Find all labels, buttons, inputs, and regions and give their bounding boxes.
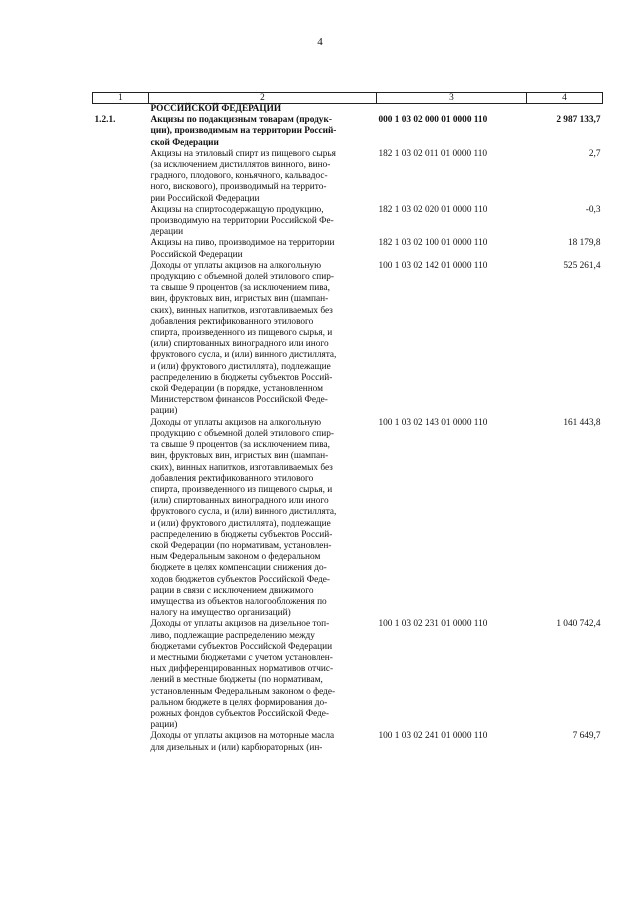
row-name-line: распределению в бюджеты субъектов Россий-: [150, 529, 333, 540]
table-row: [93, 731, 603, 753]
row-number: [93, 619, 149, 731]
row-name-line: рации): [150, 406, 178, 417]
row-name-line: лений в местные бюджеты (по нормативам,: [150, 675, 323, 686]
row-name: [149, 149, 377, 205]
row-name-line: спирта, произведенного из пищевого сырья, и: [150, 484, 333, 495]
table-row: [93, 238, 603, 260]
row-name: [149, 619, 377, 731]
row-amount: 18 179,8: [567, 238, 601, 249]
table-body: [93, 104, 603, 754]
row-name: [149, 418, 377, 620]
row-amount: 525 261,4: [563, 260, 601, 271]
row-name-line: фруктового сусла, и (или) винного дистиллята,: [150, 350, 337, 361]
row-name: [149, 261, 377, 418]
row-name-line: ции), производимым на территории Россий-: [150, 126, 337, 137]
row-name-line: продукцию с объемной долей этилового спир-: [150, 272, 334, 283]
table-row: [93, 149, 603, 205]
row-name-line: (за исключением дистиллятов винного, вино-: [150, 160, 331, 171]
row-amount: 1 040 742,4: [556, 619, 601, 630]
row-number: [93, 149, 149, 205]
row-name-line: спирта, произведенного из пищевого сырья, и: [150, 328, 333, 339]
row-name-line: ным Федеральным законом о федеральном: [150, 552, 321, 563]
column-header-name: 2: [149, 93, 377, 104]
page-number: 4: [317, 36, 323, 48]
row-amount: 7 649,7: [572, 731, 601, 742]
row-name-line: та свыше 9 процентов (за исключением пива,: [150, 440, 330, 451]
row-name-line: бюджете в целях компенсации снижения до-: [150, 563, 327, 574]
row-name-line: рожных фондов субъектов Российской Феде-: [150, 708, 330, 719]
row-name-line: ской Федерации (в порядке, установленном: [150, 384, 324, 395]
row-name-line: бюджетами субъектов Российской Федерации: [150, 641, 333, 652]
row-name-line: Министерством финансов Российской Феде-: [150, 395, 328, 406]
row-name-line: градного, плодового, коньячного, кальвадос-: [150, 171, 328, 182]
row-name-line: ного, вискового), производимый на террито-: [150, 182, 327, 193]
row-name-line: Доходы от уплаты акцизов на алкогольную: [150, 417, 322, 428]
row-amount: 2 987 133,7: [556, 115, 601, 126]
row-name-line: Доходы от уплаты акцизов на алкогольную: [150, 260, 322, 271]
column-header-amount: 4: [527, 93, 603, 104]
row-name: [149, 731, 377, 753]
row-name: [149, 115, 377, 149]
row-code: 100 1 03 02 231 01 0000 110: [378, 619, 488, 630]
row-name-line: РОССИЙСКОЙ ФЕДЕРАЦИИ: [150, 104, 282, 114]
row-name-line: продукцию с объемной долей этилового спир-: [150, 428, 334, 439]
row-name-line: та свыше 9 процентов (за исключением пива,: [150, 283, 330, 294]
row-code: 182 1 03 02 020 01 0000 110: [378, 204, 488, 215]
column-header-number: 1: [93, 93, 149, 104]
table-row: [93, 619, 603, 731]
row-code: [377, 104, 527, 116]
row-name-line: рии Российской Федерации: [150, 193, 260, 204]
row-name: [149, 238, 377, 260]
row-name-line: распределению в бюджеты субъектов Россий-: [150, 372, 333, 383]
row-name-line: производимую на территории Российской Фе-: [150, 216, 334, 227]
row-name-line: Доходы от уплаты акцизов на моторные масла: [150, 731, 335, 742]
row-name-line: вин, фруктовых вин, игристых вин (шампан-: [150, 294, 329, 305]
row-number: [93, 261, 149, 418]
row-name-line: для дизельных и (или) карбюраторных (ин-: [150, 742, 323, 753]
table-header-row: [93, 93, 603, 104]
row-code: 100 1 03 02 241 01 0000 110: [378, 731, 488, 742]
row-name-line: Доходы от уплаты акцизов на дизельное топ-: [150, 619, 330, 630]
row-number: [93, 418, 149, 620]
row-name-line: и местными бюджетами с учетом установлен-: [150, 652, 333, 663]
row-name-line: ской Федерации: [150, 137, 219, 148]
row-name-line: ливо, подлежащие распределению между: [150, 630, 315, 641]
row-code: 182 1 03 02 011 01 0000 110: [378, 148, 488, 159]
row-name-line: Акцизы на этиловый спирт из пищевого сырья: [150, 148, 336, 159]
row-amount: [527, 104, 603, 116]
row-code: 100 1 03 02 142 01 0000 110: [378, 260, 488, 271]
row-amount: -0,3: [585, 204, 601, 215]
row-name-line: вин, фруктовых вин, игристых вин (шампан-: [150, 451, 329, 462]
row-name: [149, 205, 377, 239]
row-name-line: Акцизы по подакцизным товарам (продук-: [150, 115, 332, 126]
row-name-line: (или) спиртованных виноградного или иного: [150, 496, 329, 507]
row-amount: 2,7: [588, 148, 601, 159]
row-name-line: Акцизы на спиртосодержащую продукцию,: [150, 204, 324, 215]
column-header-code: 3: [377, 93, 527, 104]
row-name-line: добавления ректификованного этилового: [150, 473, 314, 484]
row-number: [93, 238, 149, 260]
row-name-line: добавления ректификованного этилового: [150, 316, 314, 327]
row-name-line: рации в связи с исключением движимого: [150, 585, 314, 596]
row-name-line: фруктового сусла, и (или) винного дистиллята,: [150, 507, 337, 518]
row-code: 000 1 03 02 000 01 0000 110: [378, 115, 488, 126]
row-name-line: установленным Федеральным законом о феде-: [150, 686, 336, 697]
table-row: [93, 104, 603, 116]
row-name-line: дерации: [150, 227, 184, 238]
row-name-line: имущества из объектов налогообложения по: [150, 596, 327, 607]
row-name-line: ных дифференцированных нормативов отчис-: [150, 664, 334, 675]
row-name-line: ских), винных напитков, изготавливаемых без: [150, 305, 333, 316]
row-name-line: ходов бюджетов субъектов Российской Феде-: [150, 574, 331, 585]
row-code: 100 1 03 02 143 01 0000 110: [378, 417, 488, 428]
table-row: [93, 205, 603, 239]
row-name-line: ских), винных напитков, изготавливаемых без: [150, 462, 333, 473]
table-row: [93, 115, 603, 149]
row-number: [93, 104, 149, 116]
row-number: 1.2.1.: [94, 115, 116, 126]
row-name-line: Акцизы на пиво, производимое на территории: [150, 238, 335, 249]
row-name-line: Российской Федерации: [150, 249, 243, 260]
row-number: [93, 205, 149, 239]
row-name-line: (или) спиртованных виноградного или иного: [150, 339, 329, 350]
row-name-line: ральном бюджете в целях формирования до-: [150, 697, 328, 708]
row-amount: 161 443,8: [563, 417, 601, 428]
row-code: 182 1 03 02 100 01 0000 110: [378, 238, 488, 249]
row-name-line: и (или) фруктового дистиллята), подлежащие: [150, 361, 331, 372]
table-row: [93, 418, 603, 620]
row-name: [149, 104, 377, 116]
row-name-line: ской Федерации (по нормативам, установлен-: [150, 540, 332, 551]
table-row: [93, 261, 603, 418]
row-name-line: налогу на имущество организаций): [150, 608, 291, 619]
row-name-line: и (или) фруктового дистиллята), подлежащие: [150, 518, 331, 529]
revenue-table: [92, 92, 603, 754]
row-name-line: рации): [150, 720, 178, 731]
row-number: [93, 731, 149, 753]
